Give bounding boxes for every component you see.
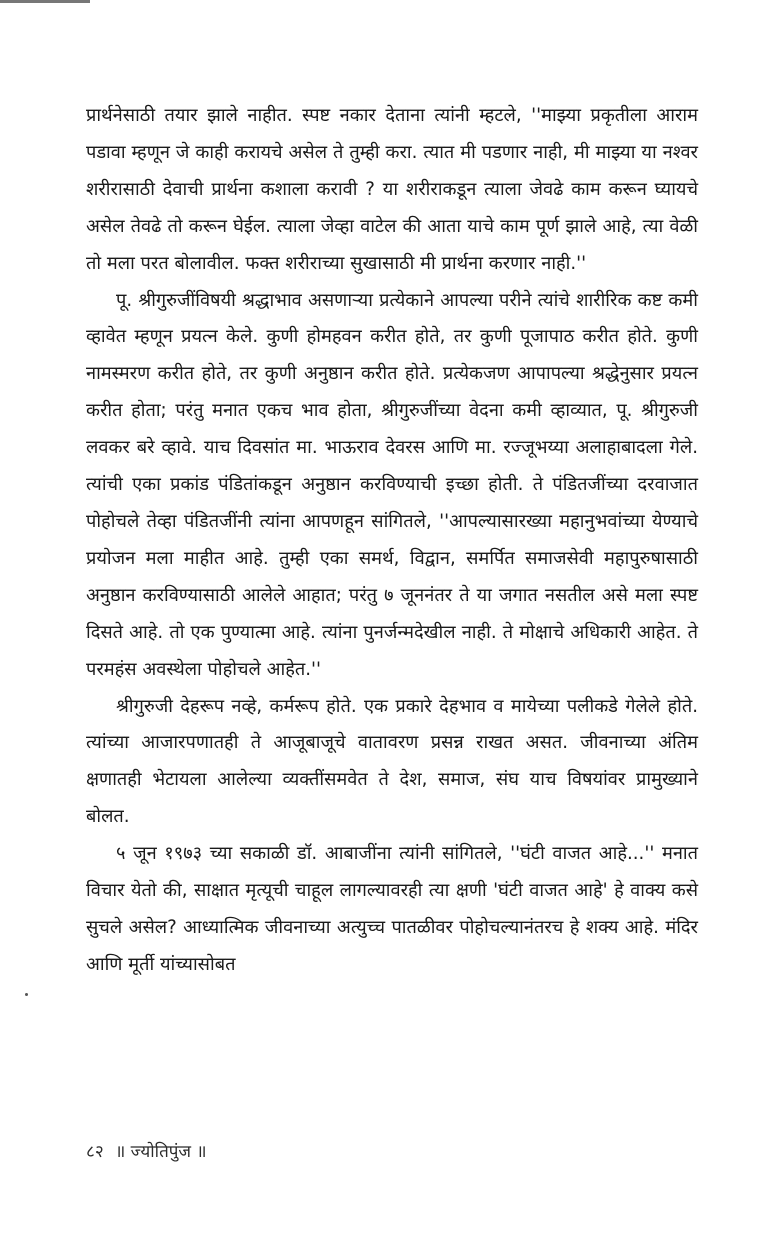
paragraph-2: पू. श्रीगुरुजींविषयी श्रद्धाभाव असणाऱ्या प्रत्येकाने आपल्या परीने त्यांचे शारीरिक कष्ट कमी व्हावेत म्हणून प्रयत्न केले. कुणी होमहवन करीत होते, तर कुणी पूजापाठ करीत होते. कुणी नामस्मरण करीत होते, तर कुणी अनुष्ठान करीत होते. प्रत्येकजण आपापल्या श्रद्धेनुसार प्रयत्न करीत होता; परंतु मनात एकच भाव होता, श्रीगुरुजींच्या वेदना कमी व्हाव्यात, पू. श्रीगुरुजी लवकर बरे व्हावे. याच दिवसांत मा. भाऊराव देवरस आणि मा. रज्जूभय्या अलाहाबादला गेले. त्यांची एका प्रकांड पंडितांकडून अनुष्ठान करविण्याची इच्छा होती. ते पंडितजींच्या दरवाजात पोहोचले तेव्हा पंडितजींनी त्यांना आपणहून सांगितले, ''आपल्यासारख्या महानुभवांच्या येण्याचे प्रयोजन मला माहीत आहे. तुम्ही एका समर्थ, विद्वान, समर्पित समाजसेवी महापुरुषासाठी अनुष्ठान करविण्यासाठी आलेले आहात; परंतु ७ जूननंतर ते या जगात नसतील असे मला स्पष्ट दिसते आहे. तो एक पुण्यात्मा आहे. त्यांना पुनर्जन्मदेखील नाही. ते मोक्षाचे अधिकारी आहेत. ते परमहंस अवस्थेला पोहोचले आहेत.'' <box>86 289 698 680</box>
page-number: ८२ <box>86 1142 104 1162</box>
margin-dot <box>25 993 28 996</box>
page-body <box>86 98 698 984</box>
paragraph-3: श्रीगुरुजी देहरूप नव्हे, कर्मरूप होते. एक प्रकारे देहभाव व मायेच्या पलीकडे गेलेले होते. त्यांच्या आजारपणातही ते आजूबाजूचे वातावरण प्रसन्न राखत असत. जीवनाच्या अंतिम क्षणातही भेटायला आलेल्या व्यक्तींसमवेत ते देश, समाज, संघ याच विषयांवर प्रामुख्याने बोलत. <box>86 695 698 828</box>
running-title: ॥ ज्योतिपुंज ॥ <box>115 1142 207 1162</box>
page-footer <box>86 1140 207 1164</box>
top-rule <box>0 0 90 3</box>
paragraph-1: प्रार्थनेसाठी तयार झाले नाहीत. स्पष्ट नकार देताना त्यांनी म्हटले, ''माझ्या प्रकृतीला आराम पडावा म्हणून जे काही करायचे असेल ते तुम्ही करा. त्यात मी पडणार नाही, मी माझ्या या नश्वर शरीरासाठी देवाची प्रार्थना कशाला करावी ? या शरीराकडून त्याला जेवढे काम करून घ्यायचे असेल तेवढे तो करून घेईल. त्याला जेव्हा वाटेल की आता याचे काम पूर्ण झाले आहे, त्या वेळी तो मला परत बोलावील. फक्त शरीराच्या सुखासाठी मी प्रार्थना करणार नाही.'' <box>86 105 698 274</box>
paragraph-4: ५ जून १९७३ च्या सकाळी डॉ. आबाजींना त्यांनी सांगितले, ''घंटी वाजत आहे...'' मनात विचार येतो की, साक्षात मृत्यूची चाहूल लागल्यावरही त्या क्षणी 'घंटी वाजत आहे' हे वाक्य कसे सुचले असेल? आध्यात्मिक जीवनाच्या अत्युच्च पातळीवर पोहोचल्यानंतरच हे शक्य आहे. मंदिर आणि मूर्ती यांच्यासोबत <box>86 843 698 975</box>
